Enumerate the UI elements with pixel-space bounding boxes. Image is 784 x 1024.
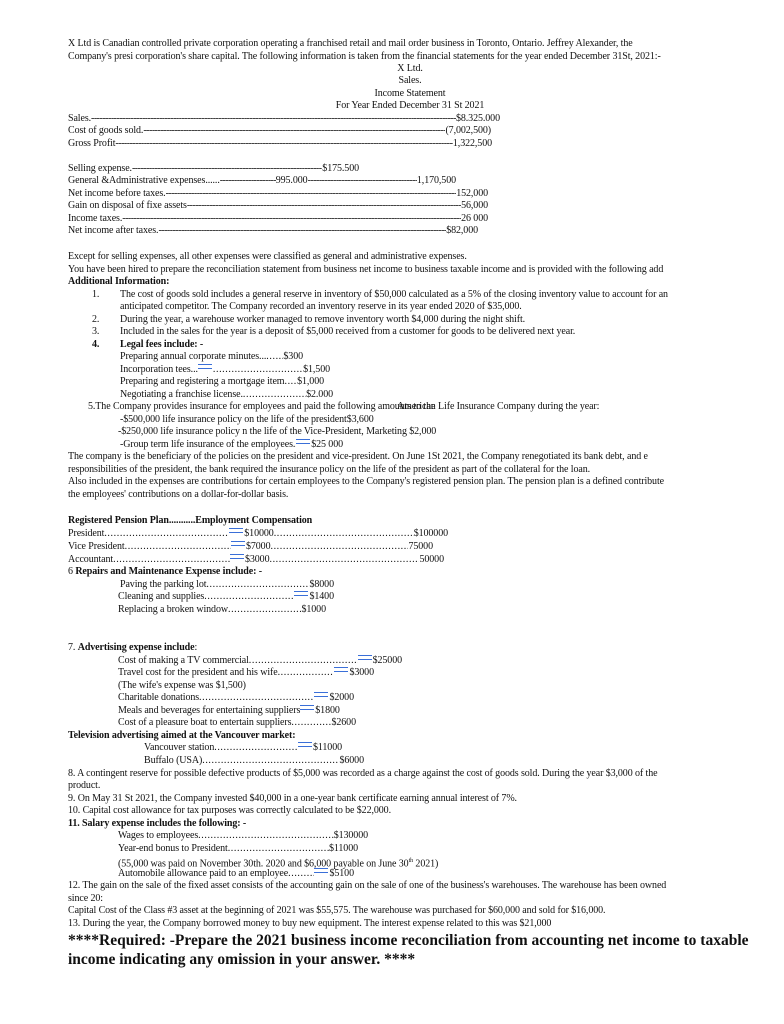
item-heading: Legal fees include: - — [120, 339, 204, 350]
row-label: Net income after taxes. — [68, 225, 159, 236]
intro-line: X Ltd is Canadian controlled private corporation operating a franchised retail and mail order business in Toronto, Ontario. Jeffrey Alexander, the — [68, 38, 633, 49]
leader — [266, 351, 283, 363]
leader — [104, 528, 229, 540]
row-value: 26 000 — [461, 213, 488, 224]
row-label: Preparing annual corporate minutes... — [120, 351, 267, 362]
leader — [166, 188, 457, 200]
leader — [213, 364, 303, 376]
legal-fee-row — [120, 376, 324, 388]
row-label: Cost of goods sold. — [68, 125, 144, 136]
row-label: Gross Profit — [68, 138, 116, 149]
statement-period: For Year Ended December 31 St 2021 — [335, 100, 485, 111]
row-mid-value: 995.000 — [275, 175, 308, 186]
row-label: Buffalo (USA) — [144, 755, 203, 766]
tv-heading: Television advertising aimed at the Vancouver market: — [68, 730, 296, 741]
repair-row — [120, 579, 334, 591]
spellcheck-mark — [198, 364, 212, 369]
leader — [206, 579, 309, 591]
statement-row-selling — [68, 163, 359, 175]
leader — [202, 755, 339, 767]
pension-row — [68, 541, 433, 553]
leader — [115, 138, 452, 150]
leader — [113, 554, 230, 566]
item-text: During the year, a warehouse worker managed to remove inventory worth $4,000 during the night shift. — [120, 314, 526, 325]
row-value: $175.500 — [322, 163, 359, 174]
leader — [132, 163, 322, 175]
row-label: Replacing a broken window — [118, 604, 228, 615]
row-value: $6000 — [339, 755, 364, 766]
statement-row-gain — [68, 200, 488, 212]
repair-row — [118, 604, 326, 616]
item-number: 7. — [68, 642, 78, 653]
advertising-row — [118, 692, 354, 704]
row-value: 1,322,500 — [452, 138, 492, 149]
spellcheck-mark — [358, 655, 372, 660]
row-value: $8000 — [309, 579, 334, 590]
row-label: -$250,000 life insurance policy n the life of the Vice-President, Marketing $ — [118, 426, 415, 437]
item-text: 9. On May 31 St 2021, the Company invested $40,000 in a one-year bank certificate earning annual interest of 7%. — [68, 793, 517, 804]
leader — [122, 213, 461, 225]
row-label: Preparing and registering a mortgage item — [120, 376, 285, 387]
row-value: 152,000 — [456, 188, 488, 199]
insurance-row — [120, 439, 343, 451]
item-heading: Repairs and Maintenance Expense include: - — [75, 566, 262, 577]
row-value: $5100 — [329, 868, 354, 879]
statement-row-gross-profit — [68, 138, 492, 150]
paragraph-line: The company is the beneficiary of the policies on the president and vice-president. On June 1St 2021, the Company renegotiated its bank debt, and e — [68, 451, 648, 462]
leader — [291, 717, 331, 729]
salary-row — [118, 830, 368, 842]
statement-subtitle: Sales. — [398, 75, 422, 86]
row-label: Sales. — [68, 113, 92, 124]
row-value: 56,000 — [461, 200, 488, 211]
intro-line: Company's presi corporation's share capital. The following information is taken from the financial statements for the year ended December 31St, 2021:- — [68, 51, 661, 62]
item-text: 5.The Company provides insurance for employees and paid the following amounts to the — [88, 401, 436, 412]
item-text: Included in the sales for the year is a deposit of $5,000 received from a customer for goods to be delivered next year. — [120, 326, 576, 337]
row-value: $11000 — [312, 742, 342, 753]
row-label: Cost of making a TV commercial — [118, 655, 249, 666]
spellcheck-mark — [334, 667, 348, 672]
item-heading: Advertising expense include — [77, 642, 195, 653]
item-number: 4. — [92, 339, 100, 350]
leader — [284, 376, 297, 388]
row-label: Gain on disposal of fixe assets — [68, 200, 187, 211]
salary-row — [118, 868, 354, 880]
row-value: $130000 — [333, 830, 368, 841]
leader — [274, 528, 414, 540]
advertising-row — [118, 705, 348, 717]
spellcheck-mark — [300, 705, 314, 710]
row-label: Incorporation tees... — [120, 364, 198, 375]
statement-row-sales — [68, 113, 500, 125]
leader — [270, 541, 408, 553]
row-value: $11000 — [328, 843, 358, 854]
leader — [204, 591, 294, 603]
row-value: $25 000 — [311, 439, 343, 450]
row-label: Meals and beverages for entertaining suppliers — [118, 705, 301, 716]
repair-row — [118, 591, 334, 603]
leader — [214, 742, 298, 754]
row-label: Wages to employees — [118, 830, 199, 841]
superscript: th — [408, 858, 414, 864]
row-label: Income taxes. — [68, 213, 123, 224]
leader — [243, 389, 306, 401]
leader — [199, 692, 314, 704]
leader — [228, 843, 329, 855]
row-value: $1,500 — [303, 364, 330, 375]
item-text: 10. Capital cost allowance for tax purposes was correctly calculated to be $22,000. — [68, 805, 391, 816]
statement-row-ga — [68, 175, 456, 187]
row-label: President — [68, 528, 105, 539]
leader — [249, 655, 358, 667]
row-label: -Group term life insurance of the employees. — [120, 439, 296, 450]
legal-fee-row — [120, 364, 330, 376]
leader — [158, 225, 446, 237]
note-text: (55,000 was paid on November 30th. 2020 and $6,000 payable on June 30 — [118, 858, 409, 870]
row-value: $2.000 — [306, 389, 333, 400]
item-text: Capital Cost of the Class #3 asset at the beginning of 2021 was $55,575. The warehouse was purchased for $60,000 and sold for $16,000. — [68, 905, 606, 916]
row-label: Vice President — [68, 541, 125, 552]
item-number: 2. — [92, 314, 100, 325]
row-label: Net income before taxes. — [68, 188, 166, 199]
required-line: income indicating any omission in your answer. **** — [68, 951, 416, 968]
note: (The wife's expense was $1,500) — [118, 680, 246, 691]
leader — [288, 868, 314, 880]
salary-row — [118, 843, 358, 855]
company-name: X Ltd. — [397, 63, 423, 74]
leader — [198, 830, 334, 842]
comp-value: 50000 — [419, 554, 444, 565]
required-line: ****Required: -Prepare the 2021 business income reconciliation from accounting net income to taxable — [68, 932, 749, 949]
item-number: 3. — [92, 326, 100, 337]
item-text: product. — [68, 780, 101, 791]
leader — [278, 667, 335, 679]
row-value: $1,000 — [297, 376, 324, 387]
statement-row-cogs — [68, 125, 491, 137]
row-value: $1400 — [309, 591, 334, 602]
statement-row-taxes — [68, 213, 488, 225]
row-label: General &Administrative expenses...... — [68, 175, 220, 186]
row-value: $1800 — [315, 705, 340, 716]
row-label: -$500,000 life insurance policy on the life of the president — [120, 414, 347, 425]
leader — [187, 200, 461, 212]
item-text: 8. A contingent reserve for possible defective products of $5,000 was recorded as a charge against the cost of goods sold. During the year $3,000 of the — [68, 768, 658, 779]
advertising-row — [118, 667, 374, 679]
row-value: (7,002,500) — [445, 125, 491, 136]
row-value: $300 — [283, 351, 303, 362]
statement-row-nibt — [68, 188, 488, 200]
item-text: The cost of goods sold includes a general reserve in inventory of $50,000 calculated as a 5% of the closing inventory value to account for an — [120, 289, 668, 300]
spellcheck-mark — [298, 742, 312, 747]
leader — [91, 113, 456, 125]
paragraph-line: responsibilities of the president, the bank required the insurance policy on the life of the president as part of the collateral for the loan. — [68, 464, 591, 475]
spellcheck-mark — [314, 868, 328, 873]
row-label: Paving the parking lot — [120, 579, 207, 590]
row-label: Selling expense. — [68, 163, 132, 174]
pension-row — [68, 554, 444, 566]
row-label: Vancouver station — [144, 742, 215, 753]
pension-heading: Registered Pension Plan...........Employment Compensation — [68, 515, 313, 526]
leader — [143, 125, 445, 137]
statement-row-net-income — [68, 225, 478, 237]
row-label: Cleaning and supplies — [118, 591, 205, 602]
rpp-value: $3000 — [244, 554, 270, 565]
leader — [295, 439, 296, 451]
spellcheck-mark — [229, 528, 243, 533]
item-6-heading — [68, 566, 262, 578]
item-number: 1. — [92, 289, 100, 300]
spellcheck-mark — [296, 439, 310, 444]
row-value: $3,600 — [346, 414, 374, 425]
spellcheck-mark — [230, 554, 244, 559]
note-text: 2021) — [413, 858, 439, 870]
additional-info-heading: Additional Information: — [68, 276, 170, 287]
insurance-row — [120, 414, 374, 426]
leader — [125, 541, 231, 553]
comp-value: $100000 — [413, 528, 448, 539]
row-label: Year-end bonus to President — [118, 843, 228, 854]
row-label: Charitable donations — [118, 692, 200, 703]
item-heading: 11. Salary expense includes the following: - — [68, 818, 247, 829]
item-text: American Life Insurance Company during the year: — [397, 401, 600, 412]
insurance-row — [118, 426, 437, 438]
item-text: 13. During the year, the Company borrowed money to buy new equipment. The interest expense related to this was $21,000 — [68, 918, 552, 929]
item-text: since 20: — [68, 893, 103, 904]
rpp-value: $10000 — [244, 528, 274, 539]
paragraph-line: Except for selling expenses, all other expenses were classified as general and administrative expenses. — [68, 251, 467, 262]
row-value: 2,000 — [414, 426, 437, 437]
row-label: Accountant — [68, 554, 114, 565]
row-value: $2600 — [331, 717, 356, 728]
row-value: $82,000 — [446, 225, 478, 236]
spellcheck-mark — [231, 541, 245, 546]
row-value: $3000 — [349, 667, 374, 678]
row-value: $2000 — [329, 692, 354, 703]
paragraph-line: the employees' contributions on a dollar-for-dollar basis. — [68, 489, 289, 500]
item-7-heading — [68, 642, 197, 654]
tv-row — [144, 755, 364, 767]
comp-value: 75000 — [408, 541, 433, 552]
advertising-row — [118, 717, 356, 729]
row-label: Cost of a pleasure boat to entertain suppliers — [118, 717, 292, 728]
leader — [228, 604, 302, 616]
leader — [308, 175, 417, 187]
pension-row — [68, 528, 448, 540]
item-number: 6 — [68, 566, 76, 577]
rpp-value: $7000 — [245, 541, 271, 552]
row-label: Automobile allowance paid to an employee — [118, 868, 289, 879]
row-label: Negotiating a franchise license. — [120, 389, 243, 400]
statement-title: Income Statement — [374, 88, 446, 99]
paragraph-line: You have been hired to prepare the reconciliation statement from business net income to business taxable income and is provided with the following add — [68, 264, 664, 275]
leader — [269, 554, 419, 566]
item-text: 12. The gain on the sale of the fixed asset consists of the accounting gain on the sale of one of the business's warehouses. The warehouse has been owned — [68, 880, 667, 891]
paragraph-line: Also included in the expenses are contributions for certain employees to the Company's registered pension plan. The pension plan is a defined contribute — [68, 476, 664, 487]
tv-row — [144, 742, 342, 754]
spellcheck-mark — [314, 692, 328, 697]
row-value: 1,170,500 — [416, 175, 456, 186]
advertising-row — [118, 655, 402, 667]
row-value: $25000 — [372, 655, 402, 666]
row-value: $8.325.000 — [455, 113, 500, 124]
leader — [220, 175, 276, 187]
spellcheck-mark — [294, 591, 308, 596]
colon: : — [194, 642, 198, 653]
row-value: $1000 — [301, 604, 326, 615]
legal-fee-row — [120, 389, 333, 401]
item-text: anticipated competitor. The Company recorded an inventory reserve in its year ended 2020 of $35,000. — [120, 301, 522, 312]
legal-fee-row — [120, 351, 303, 363]
row-label: Travel cost for the president and his wife — [118, 667, 278, 678]
